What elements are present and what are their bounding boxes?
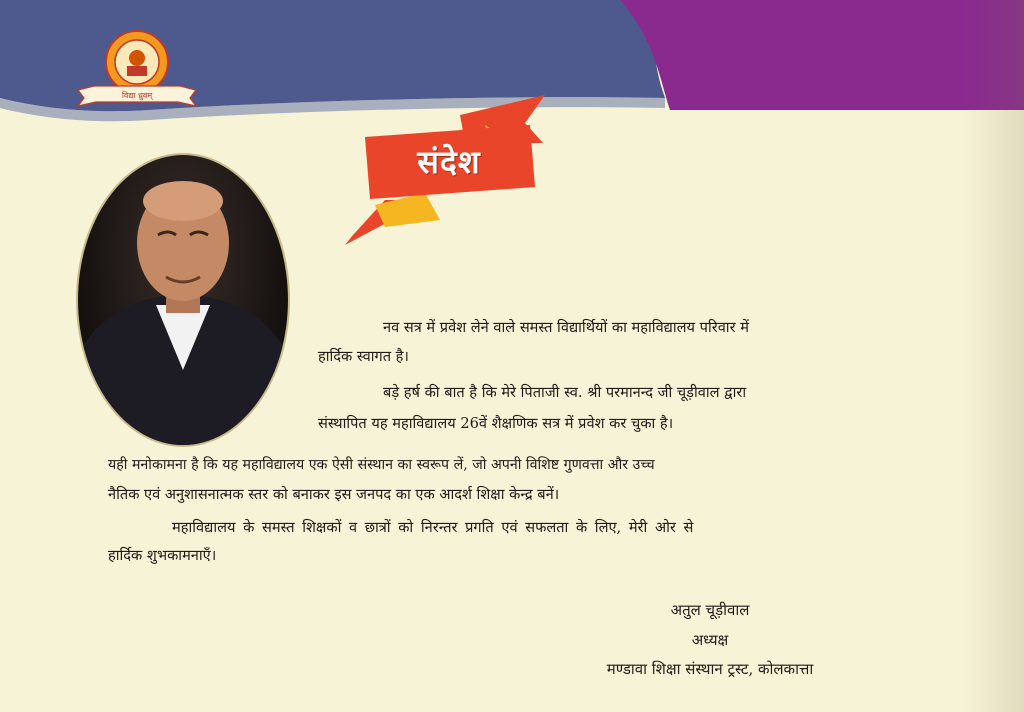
message-p4-line1: महाविद्यालय के समस्त शिक्षकों व छात्रों को निरन्तर प्रगति एवं सफलता के लिए, मेरी ओर से <box>172 519 694 536</box>
banner-title: संदेश <box>417 142 481 181</box>
logo-ribbon-text: विद्या ध्रुवम् <box>121 91 153 100</box>
message-p4-line2: हार्दिक शुभकामनाएँ। <box>108 547 217 564</box>
signatory-designation: अध्यक्ष <box>691 631 729 649</box>
message-p2-line2: संस्थापित यह महाविद्यालय 26वें शैक्षणिक सत्र में प्रवेश कर चुका है। <box>318 415 674 432</box>
signatory-organization: मण्डावा शिक्षा संस्थान ट्रस्ट, कोलकात्ता <box>606 660 814 678</box>
message-p2-line1: बड़े हर्ष की बात है कि मेरे पिताजी स्व. श्री परमानन्द जी चूड़ीवाल द्वारा <box>383 384 747 401</box>
signatory-name: अतुल चूड़ीवाल <box>670 601 750 619</box>
message-p1-line1: नव सत्र में प्रवेश लेने वाले समस्त विद्यार्थियों का महाविद्यालय परिवार में <box>383 319 749 336</box>
message-p3-line1: यही मनोकामना है कि यह महाविद्यालय एक ऐसी संस्थान का स्वरूप लें, जो अपनी विशिष्ट गुणवत्ता और उच्च <box>108 457 655 473</box>
page-edge-shading <box>964 0 1024 712</box>
message-p3-line2: नैतिक एवं अनुशासनात्मक स्तर को बनाकर इस जनपद का एक आदर्श शिक्षा केन्द्र बनें। <box>108 486 560 503</box>
message-p1-line2: हार्दिक स्वागत है। <box>318 348 409 365</box>
chairman-portrait <box>78 155 288 445</box>
college-logo <box>72 28 202 112</box>
